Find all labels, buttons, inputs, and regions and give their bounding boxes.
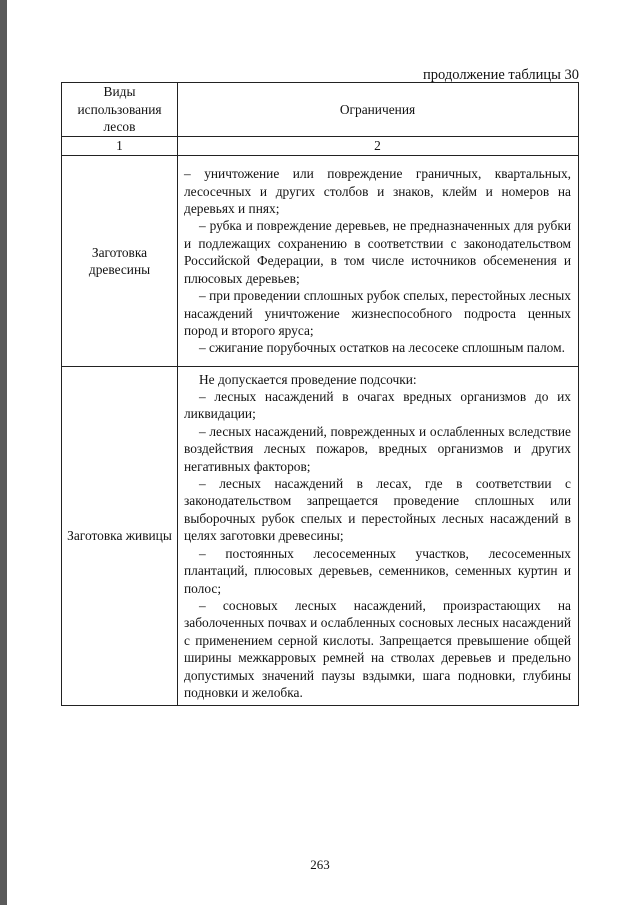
restriction-paragraph: – лесных насаждений, поврежденных и ослабленных вследствие воздействия лесных пожаров, вредных организмов и других негативных факторов; bbox=[184, 423, 571, 474]
page-number: 263 bbox=[310, 857, 330, 872]
restrictions-table bbox=[61, 82, 579, 706]
restriction-paragraph: – при проведении сплошных рубок спелых, перестойных лесных насаждений уничтожение жизнеспособного подроста ценных пород и второго яруса; bbox=[184, 288, 571, 338]
restriction-paragraph: – лесных насаждений в лесах, где в соответствии с законодательством запрещается проведение сплошных или выборочных рубок спелых и перестойных лесных насаждений в целях заготовки древесины; bbox=[184, 476, 571, 544]
column-number-1: 1 bbox=[62, 137, 178, 156]
header-forest-use-types: Виды использования лесов bbox=[62, 83, 178, 137]
column-number-2: 2 bbox=[178, 137, 579, 156]
header-restrictions: Ограничения bbox=[178, 83, 579, 137]
table-row bbox=[62, 367, 579, 706]
column-number-row bbox=[62, 137, 579, 156]
restriction-paragraph: – сосновых лесных насаждений, произрастающих на заболоченных почвах и ослабленных сосновых лесных насаждений с применением серной кислоты. Запрещается превышение общей ширины межкарровых ремней на стволах деревьев и предельно допустимых значений паузы вздымки, шага подновки, глубины подновки и желобка. bbox=[184, 597, 571, 700]
restriction-paragraph: Не допускается проведение подсочки: bbox=[199, 371, 417, 387]
forest-use-type-cell: Заготовка живицы bbox=[62, 367, 178, 706]
restriction-paragraph: – лесных насаждений в очагах вредных организмов до их ликвидации; bbox=[184, 389, 571, 422]
table-row bbox=[62, 156, 579, 367]
restrictions-cell bbox=[178, 156, 579, 367]
table-header-row bbox=[62, 83, 579, 137]
restriction-paragraph: – уничтожение или повреждение граничных, квартальных, лесосечных и других столбов и знаков, клейм и номеров на деревьях и пнях; bbox=[184, 166, 571, 217]
restriction-paragraph: – постоянных лесосеменных участков, лесосеменных плантаций, плюсовых деревьев, семенников, семенных куртин и полос; bbox=[184, 545, 571, 596]
scan-left-edge bbox=[0, 0, 7, 905]
restriction-paragraph: – сжигание порубочных остатков на лесосеке сплошным палом. bbox=[199, 340, 565, 356]
restrictions-cell bbox=[178, 367, 579, 706]
forest-use-type-cell: Заготовка древесины bbox=[62, 156, 178, 367]
restriction-paragraph: – рубка и повреждение деревьев, не предназначенных для рубки и подлежащих сохранению в соответствии с законодательством Российской Федерации, в том числе источников обсеменения и плюсовых деревьев; bbox=[184, 218, 571, 286]
table-continuation-caption: продолжение таблицы 30 bbox=[423, 67, 579, 83]
